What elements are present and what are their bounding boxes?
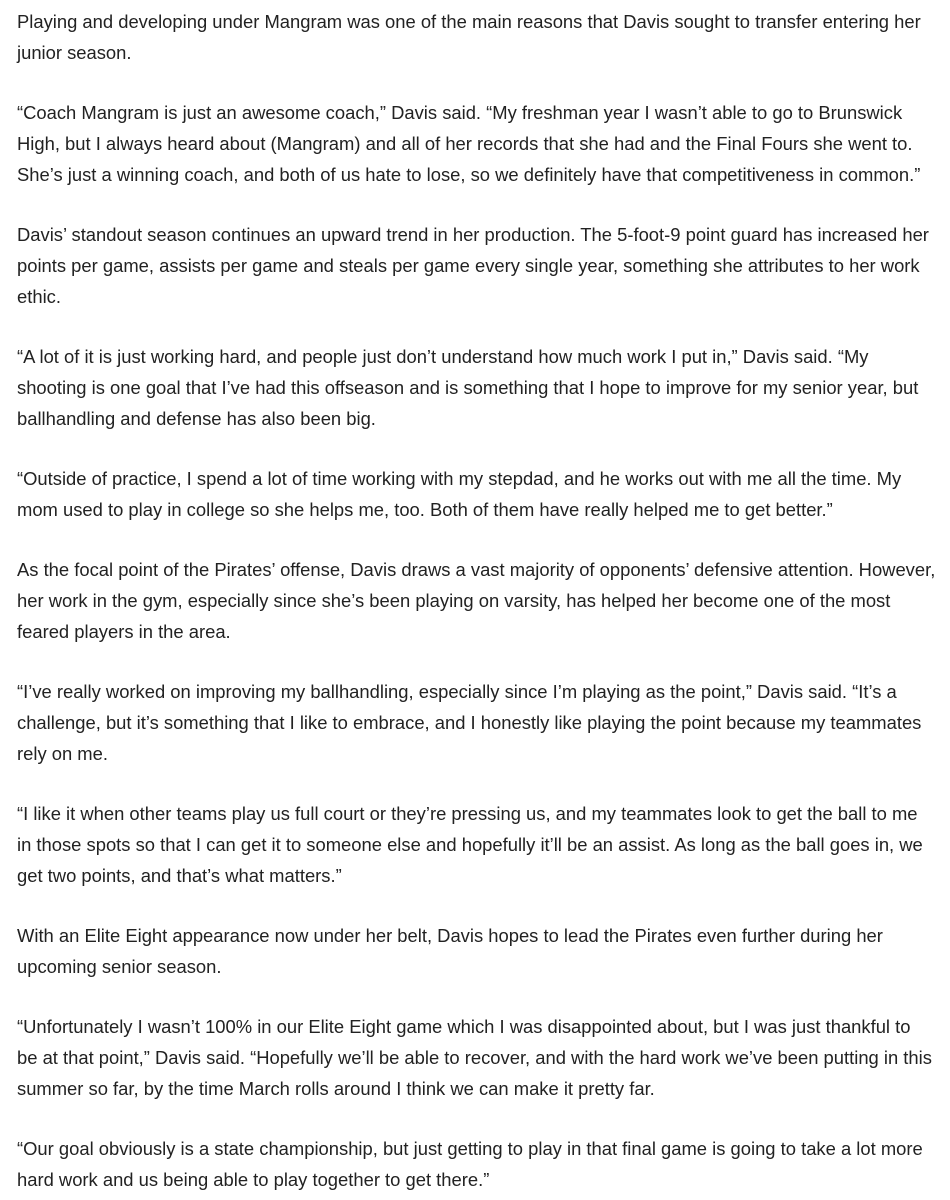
article-paragraph: “A lot of it is just working hard, and people just don’t understand how much work I put in,” Davis said. “My shooting is one goal that I’ve had this offseason and is something that I hope to improve for my senior year, but ballhandling and defense has also been big.: [17, 346, 919, 429]
article-paragraph: “Our goal obviously is a state championship, but just getting to play in that final game is going to take a lot more hard work and us being able to play together to get there.”: [17, 1138, 923, 1190]
article-paragraph: “I’ve really worked on improving my ballhandling, especially since I’m playing as the point,” Davis said. “It’s a challenge, but it’s something that I like to embrace, and I honestly like playing the point because my teammates rely on me.: [17, 681, 922, 764]
article-paragraph: “Coach Mangram is just an awesome coach,” Davis said. “My freshman year I wasn’t able to go to Brunswick High, but I always heard about (Mangram) and all of her records that she had and the Final Fours she went to. She’s just a winning coach, and both of us hate to lose, so we definitely have that competitiveness in common.”: [17, 102, 921, 185]
article-paragraph: As the focal point of the Pirates’ offense, Davis draws a vast majority of opponents’ defensive attention. However, her work in the gym, especially since she’s been playing on varsity, has helped her become one of the most feared players in the area.: [17, 559, 936, 642]
article-paragraph: Playing and developing under Mangram was one of the main reasons that Davis sought to transfer entering her junior season.: [17, 11, 921, 63]
article-paragraph: “Unfortunately I wasn’t 100% in our Elite Eight game which I was disappointed about, but I was just thankful to be at that point,” Davis said. “Hopefully we’ll be able to recover, and with the hard work we’ve been putting in this summer so far, by the time March rolls around I think we can make it pretty far.: [17, 1016, 932, 1099]
article-paragraph: “I like it when other teams play us full court or they’re pressing us, and my teammates look to get the ball to me in those spots so that I can get it to someone else and hopefully it’ll be an assist. As long as the ball goes in, we get two points, and that’s what matters.”: [17, 803, 923, 886]
article-paragraph: With an Elite Eight appearance now under her belt, Davis hopes to lead the Pirates even further during her upcoming senior season.: [17, 925, 883, 977]
article-paragraph: “Outside of practice, I spend a lot of time working with my stepdad, and he works out with me all the time. My mom used to play in college so she helps me, too. Both of them have really helped me to get better.”: [17, 468, 902, 520]
article-paragraph: Davis’ standout season continues an upward trend in her production. The 5-foot-9 point guard has increased her points per game, assists per game and steals per game every single year, something she attributes to her work ethic.: [17, 224, 929, 307]
